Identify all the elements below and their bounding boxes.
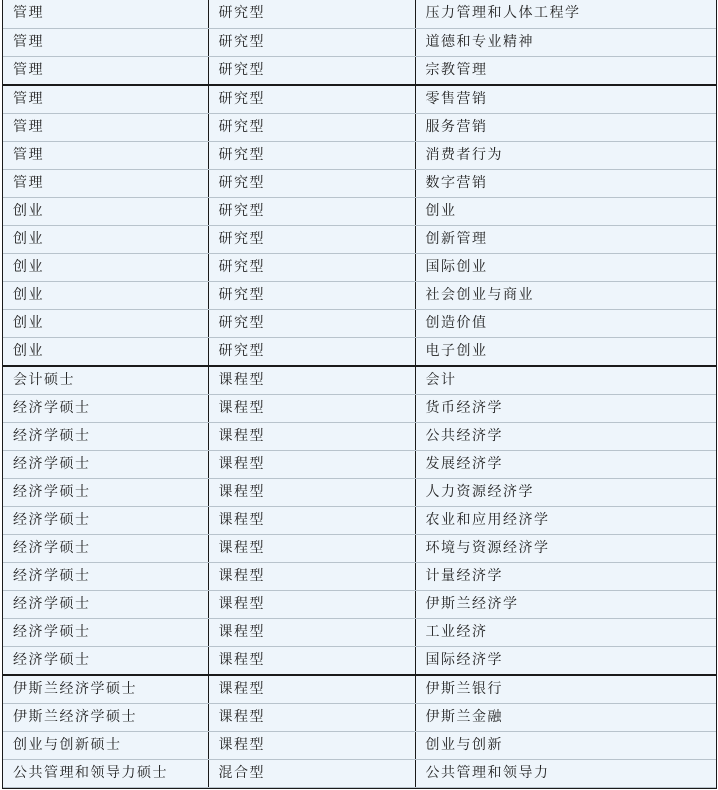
program-cell: 经济学硕士 [3,450,208,478]
program-cell: 经济学硕士 [3,534,208,562]
field-cell: 创造价值 [415,309,716,337]
type-cell: 研究型 [208,337,415,366]
program-cell: 创业 [3,253,208,281]
type-cell: 混合型 [208,759,415,787]
field-cell: 国际创业 [415,253,716,281]
type-cell: 研究型 [208,225,415,253]
type-cell: 课程型 [208,450,415,478]
field-cell: 人力资源经济学 [415,478,716,506]
table-row [3,618,716,646]
program-cell: 经济学硕士 [3,394,208,422]
program-cell: 管理 [3,113,208,141]
table-row [3,253,716,281]
table-row [3,422,716,450]
field-cell: 计量经济学 [415,562,716,590]
table-row [3,85,716,114]
field-cell: 环境与资源经济学 [415,534,716,562]
table-row [3,225,716,253]
table-row [3,478,716,506]
field-cell: 农业和应用经济学 [415,506,716,534]
program-cell: 伊斯兰经济学硕士 [3,703,208,731]
field-cell: 服务营销 [415,113,716,141]
program-cell: 经济学硕士 [3,506,208,534]
type-cell: 研究型 [208,113,415,141]
table-row [3,0,716,28]
table-row [3,590,716,618]
program-cell: 创业 [3,337,208,366]
table-row [3,141,716,169]
field-cell: 数字营销 [415,169,716,197]
field-cell: 创业与创新 [415,731,716,759]
program-cell: 管理 [3,141,208,169]
table-row [3,366,716,395]
type-cell: 课程型 [208,562,415,590]
field-cell: 货币经济学 [415,394,716,422]
program-cell: 创业 [3,225,208,253]
table-row [3,646,716,675]
table-row [3,28,716,56]
field-cell: 零售营销 [415,85,716,114]
table-row [3,534,716,562]
table-row [3,675,716,704]
type-cell: 研究型 [208,197,415,225]
type-cell: 课程型 [208,422,415,450]
type-cell: 课程型 [208,675,415,704]
field-cell: 会计 [415,366,716,395]
field-cell: 公共管理和领导力 [415,759,716,787]
type-cell: 研究型 [208,281,415,309]
field-cell: 创业 [415,197,716,225]
field-cell: 社会创业与商业 [415,281,716,309]
field-cell: 电子创业 [415,337,716,366]
table-row [3,506,716,534]
type-cell: 研究型 [208,0,415,28]
program-cell: 经济学硕士 [3,562,208,590]
field-cell: 道德和专业精神 [415,28,716,56]
program-cell: 创业与创新硕士 [3,731,208,759]
type-cell: 研究型 [208,169,415,197]
type-cell: 课程型 [208,394,415,422]
program-cell: 经济学硕士 [3,422,208,450]
field-cell: 工业经济 [415,618,716,646]
table-row [3,309,716,337]
field-cell: 创新管理 [415,225,716,253]
programs-table [3,0,716,788]
type-cell: 课程型 [208,366,415,395]
type-cell: 研究型 [208,28,415,56]
table-row [3,731,716,759]
program-cell: 伊斯兰经济学硕士 [3,675,208,704]
program-cell: 管理 [3,169,208,197]
program-cell: 经济学硕士 [3,618,208,646]
field-cell: 伊斯兰金融 [415,703,716,731]
field-cell: 国际经济学 [415,646,716,675]
type-cell: 研究型 [208,253,415,281]
program-cell: 管理 [3,56,208,85]
program-cell: 创业 [3,197,208,225]
table-row [3,281,716,309]
type-cell: 研究型 [208,56,415,85]
table-row [3,450,716,478]
programs-table-wrapper [2,0,717,789]
field-cell: 伊斯兰经济学 [415,590,716,618]
program-cell: 创业 [3,309,208,337]
table-row [3,337,716,366]
table-row [3,562,716,590]
field-cell: 发展经济学 [415,450,716,478]
type-cell: 研究型 [208,85,415,114]
type-cell: 课程型 [208,731,415,759]
field-cell: 伊斯兰银行 [415,675,716,704]
type-cell: 研究型 [208,141,415,169]
table-row [3,56,716,85]
program-cell: 会计硕士 [3,366,208,395]
table-row [3,759,716,787]
type-cell: 课程型 [208,590,415,618]
table-row [3,197,716,225]
program-cell: 管理 [3,0,208,28]
type-cell: 课程型 [208,478,415,506]
field-cell: 宗教管理 [415,56,716,85]
type-cell: 课程型 [208,703,415,731]
field-cell: 消费者行为 [415,141,716,169]
program-cell: 管理 [3,28,208,56]
type-cell: 研究型 [208,309,415,337]
program-cell: 经济学硕士 [3,590,208,618]
program-cell: 经济学硕士 [3,478,208,506]
table-row [3,169,716,197]
table-row [3,394,716,422]
field-cell: 压力管理和人体工程学 [415,0,716,28]
program-cell: 经济学硕士 [3,646,208,675]
table-row [3,703,716,731]
type-cell: 课程型 [208,534,415,562]
program-cell: 公共管理和领导力硕士 [3,759,208,787]
type-cell: 课程型 [208,646,415,675]
program-cell: 管理 [3,85,208,114]
table-row [3,113,716,141]
field-cell: 公共经济学 [415,422,716,450]
type-cell: 课程型 [208,506,415,534]
program-cell: 创业 [3,281,208,309]
type-cell: 课程型 [208,618,415,646]
